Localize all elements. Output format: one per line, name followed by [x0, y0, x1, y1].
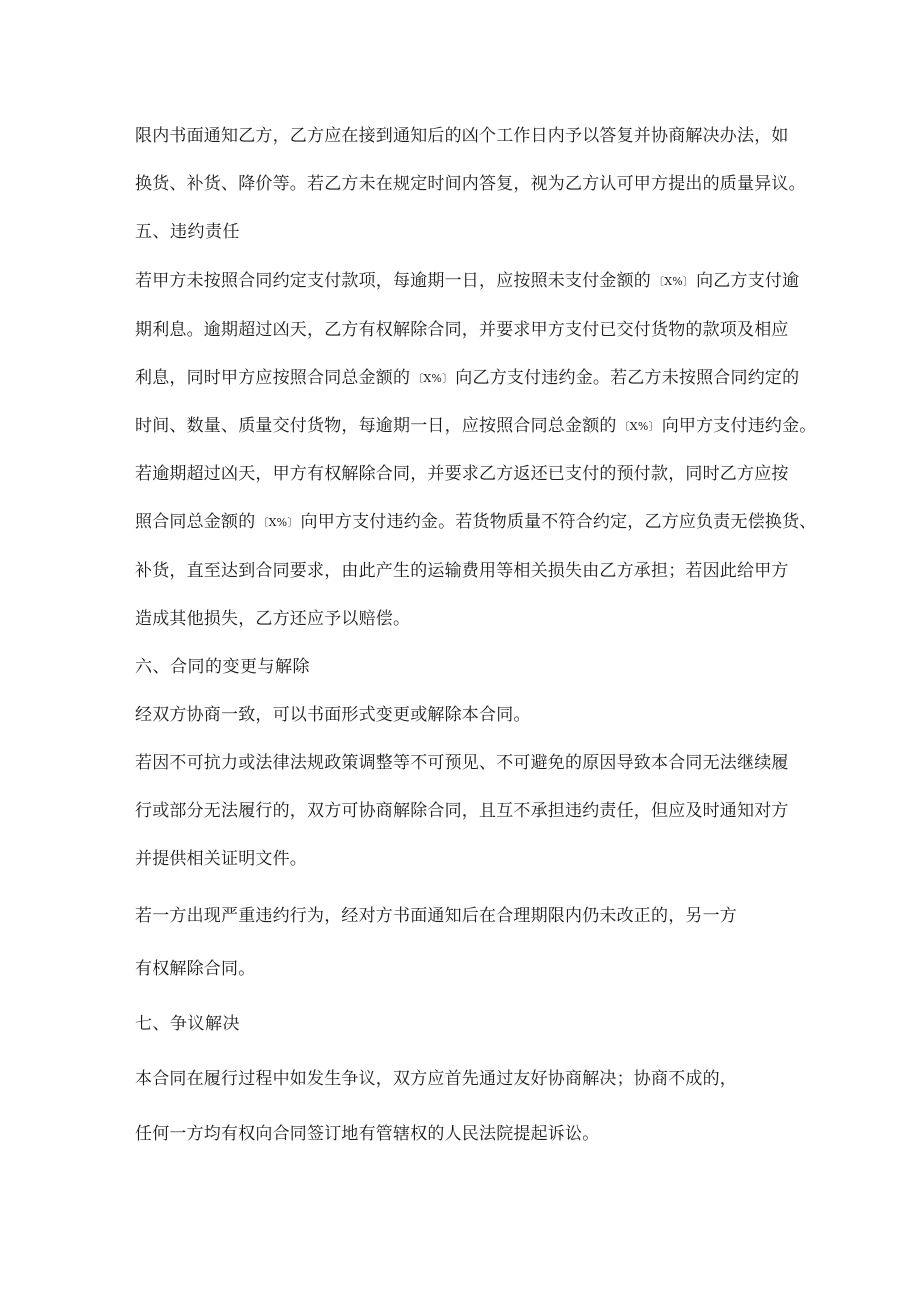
- text-segment: 向甲方支付违约金。若货物质量不符合约定，乙方应负责无偿换货、: [300, 512, 817, 532]
- text-line: 若逾期超过凶天，甲方有权解除合同，并要求乙方返还已支付的预付款，同时乙方应按: [135, 464, 789, 484]
- text-segment: 利息，同时甲方应按照合同总金额的: [135, 368, 411, 388]
- text-line: 并提供相关证明文件。: [135, 849, 307, 869]
- text-line: 任何一方均有权向合同签订地有管辖权的人民法院提起诉讼。: [135, 1124, 600, 1144]
- section-heading-dispute: 七、争议解决: [135, 1014, 240, 1034]
- text-line: [135, 270, 799, 293]
- text-segment: 照合同总金额的: [135, 512, 256, 532]
- section-heading-modification: 六、合同的变更与解除: [135, 657, 310, 677]
- section-heading-breach: 五、违约责任: [135, 222, 240, 242]
- text-segment: 向乙方支付逾: [696, 271, 800, 291]
- text-line: 造成其他损失，乙方还应予以赔偿。: [135, 609, 411, 629]
- text-segment: 向甲方支付违约金。: [661, 416, 817, 436]
- text-segment: 时间、数量、质量交付货物，每逾期一日，应按照合同总金额的: [135, 416, 617, 436]
- text-line: 有权解除合同。: [135, 959, 256, 979]
- text-segment: 向乙方支付违约金。若乙方未按照合同约定的: [455, 368, 800, 388]
- percent-placeholder: 〔X%〕: [653, 275, 695, 288]
- text-line: 若因不可抗力或法律法规政策调整等不可预见、不可避免的原因导致本合同无法继续履: [135, 753, 789, 773]
- text-line: 行或部分无法履行的，双方可协商解除合同，且互不承担违约责任，但应及时通知对方: [135, 801, 789, 821]
- text-line: 本合同在履行过程中如发生争议，双方应首先通过友好协商解决；协商不成的，: [135, 1069, 737, 1089]
- text-line: [135, 511, 817, 534]
- text-line: 补货，直至达到合同要求，由此产生的运输费用等相关损失由乙方承担；若因此给甲方: [135, 561, 789, 581]
- text-line: [135, 415, 817, 438]
- text-line: 限内书面通知乙方，乙方应在接到通知后的凶个工作日内予以答复并协商解决办法，如: [135, 126, 789, 146]
- text-line: [135, 367, 799, 390]
- percent-placeholder: 〔X%〕: [618, 420, 660, 433]
- percent-placeholder: 〔X%〕: [257, 516, 299, 529]
- text-segment: 若甲方未按照合同约定支付款项，每逾期一日，应按照未支付金额的: [135, 271, 651, 291]
- text-line: 若一方出现严重违约行为，经对方书面通知后在合理期限内仍未改正的，另一方: [135, 906, 737, 926]
- text-line: 换货、补货、降价等。若乙方未在规定时间内答复，视为乙方认可甲方提出的质量异议。: [135, 174, 806, 194]
- text-line: 期利息。逾期超过凶天，乙方有权解除合同，并要求甲方支付已交付货物的款项及相应: [135, 320, 789, 340]
- percent-placeholder: 〔X%〕: [412, 372, 454, 385]
- text-line: 经双方协商一致，可以书面形式变更或解除本合同。: [135, 705, 531, 725]
